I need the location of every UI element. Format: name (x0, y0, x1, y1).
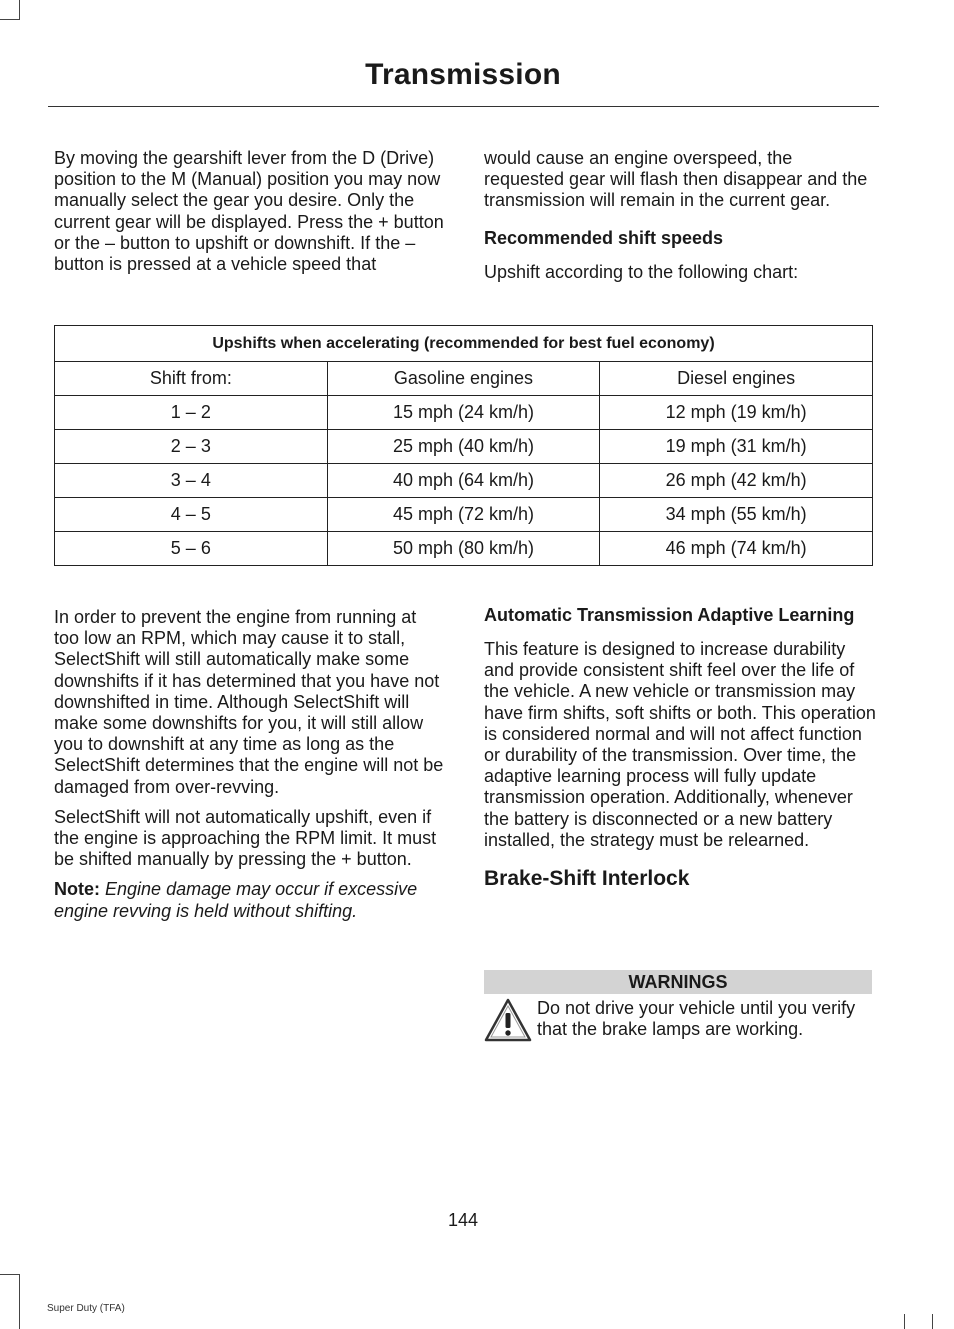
warning-triangle-icon (484, 997, 532, 1043)
table-cell: 46 mph (74 km/h) (600, 532, 873, 566)
body-paragraph: This feature is designed to increase durability and provide consistent shift feel over the life of the vehicle. A new vehicle or transmission may have firm shifts, soft shifts or both. This operation is considered normal and will not affect function or durability of the transmission. Over time, the adaptive learning process will fully update transmission operation. Additionally, whenever the battery is disconnected or a new battery installed, the strategy must be relearned. (484, 639, 876, 850)
section-heading: Brake-Shift Interlock (484, 867, 690, 891)
page-number: 144 (447, 1210, 479, 1230)
table-header-row (55, 362, 873, 396)
note-paragraph (54, 879, 446, 921)
warning-text: Do not drive your vehicle until you verify that the brake lamps are working. (537, 998, 856, 1040)
column-header: Shift from: (55, 362, 328, 396)
table-cell: 3 – 4 (55, 464, 328, 498)
table-row (55, 464, 873, 498)
note-text: Engine damage may occur if excessive engine revving is held without shifting. (54, 879, 418, 921)
body-paragraph: would cause an engine overspeed, the requested gear will flash then disappear and the transmission will remain in the current gear. (484, 148, 868, 211)
title-rule (48, 106, 879, 107)
crop-mark (0, 19, 20, 20)
shift-speed-table (54, 325, 873, 566)
right-column-top (484, 148, 874, 292)
table-cell: 12 mph (19 km/h) (600, 396, 873, 430)
table-row (55, 396, 873, 430)
table-cell: 1 – 2 (55, 396, 328, 430)
table-row (55, 532, 873, 566)
left-column-bottom (54, 607, 446, 931)
page-title: Transmission (365, 58, 561, 91)
table-cell: 26 mph (42 km/h) (600, 464, 873, 498)
left-column-top (54, 148, 446, 284)
table-cell: 40 mph (64 km/h) (327, 464, 600, 498)
warnings-banner: WARNINGS (484, 970, 872, 994)
column-header: Diesel engines (600, 362, 873, 396)
note-label: Note: (54, 879, 100, 900)
footer-label: Super Duty (TFA) (47, 1303, 125, 1314)
table-cell: 4 – 5 (55, 498, 328, 532)
body-paragraph: SelectShift will not automatically upshift, even if the engine is approaching the RPM limit. It must be shifted manually by pressing the + button. (54, 806, 437, 870)
crop-mark (932, 1314, 933, 1329)
table-cell: 2 – 3 (55, 430, 328, 464)
section-subheading: Recommended shift speeds (484, 227, 724, 248)
crop-mark (19, 1274, 20, 1329)
table-cell: 45 mph (72 km/h) (327, 498, 600, 532)
column-header: Gasoline engines (327, 362, 600, 396)
table-row (55, 498, 873, 532)
crop-mark (904, 1314, 905, 1329)
right-column-bottom (484, 605, 876, 891)
body-paragraph: Upshift according to the following chart: (484, 261, 799, 282)
table-caption: Upshifts when accelerating (recommended for best fuel economy) (55, 326, 873, 362)
table-cell: 19 mph (31 km/h) (600, 430, 873, 464)
table-cell: 25 mph (40 km/h) (327, 430, 600, 464)
body-paragraph: By moving the gearshift lever from the D (Drive) position to the M (Manual) position you may now manually select the gear you desire. Only the current gear will be displayed. Press the + button or the – button to upshift or downshift. If the – button is pressed at a vehicle speed that (54, 148, 444, 275)
table-row (55, 430, 873, 464)
body-paragraph: In order to prevent the engine from running at too low an RPM, which may cause it to stall, SelectShift will still automatically make some downshifts if it has determined that you have not downshifted in time. Although SelectShift will make some downshifts for you, it will still allow you to downshift at any time as long as the SelectShift determines that the engine will not be damaged from over-revving. (54, 607, 444, 797)
table-cell: 34 mph (55 km/h) (600, 498, 873, 532)
crop-mark (0, 1274, 20, 1275)
table-cell: 50 mph (80 km/h) (327, 532, 600, 566)
table-cell: 15 mph (24 km/h) (327, 396, 600, 430)
section-subheading: Automatic Transmission Adaptive Learning (484, 605, 855, 625)
crop-mark (19, 0, 20, 20)
table-cell: 5 – 6 (55, 532, 328, 566)
